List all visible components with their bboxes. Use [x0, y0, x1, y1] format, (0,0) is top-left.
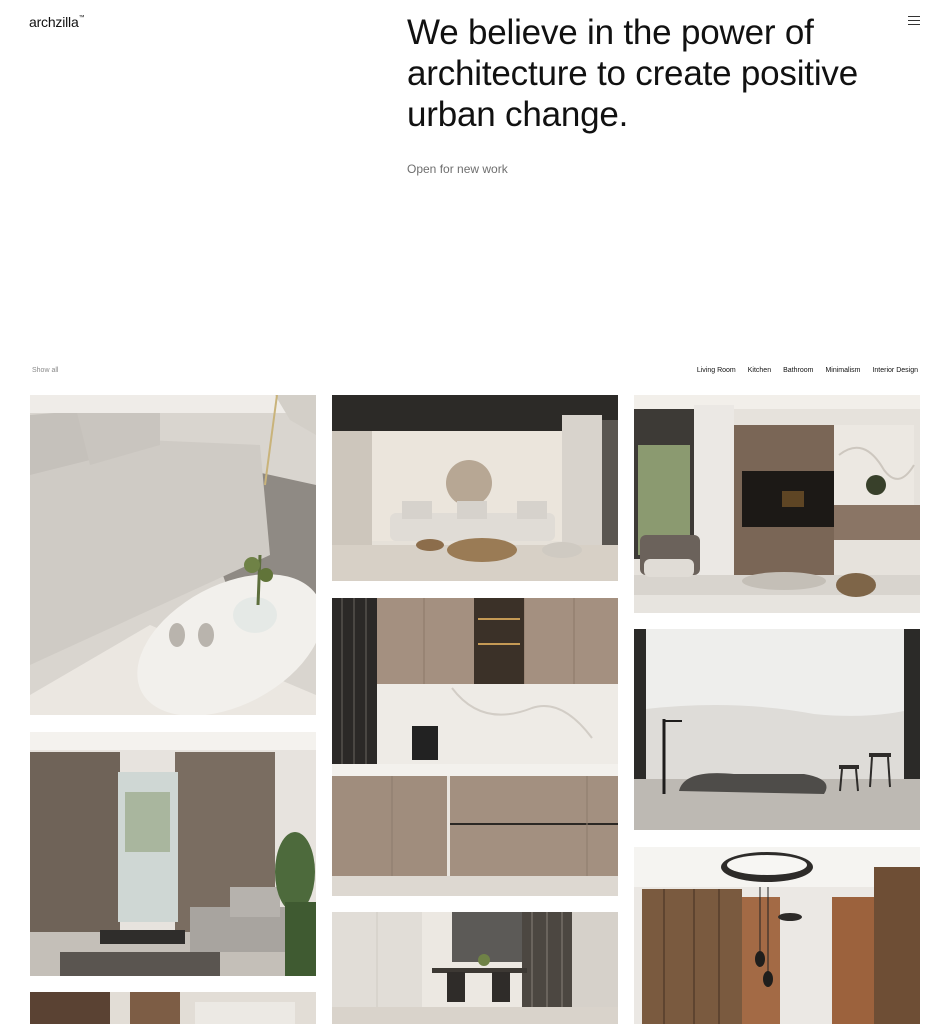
- ceiling-light-illustration: [634, 847, 920, 1024]
- lounge-illustration: [332, 395, 618, 581]
- bathroom-illustration: [634, 629, 920, 830]
- show-all-filter[interactable]: Show all: [32, 367, 59, 374]
- living-room-illustration: [30, 732, 316, 976]
- menu-line: [908, 24, 920, 25]
- filter-living-room[interactable]: Living Room: [696, 367, 736, 374]
- logo[interactable]: [29, 14, 84, 30]
- filter-minimalism[interactable]: Minimalism: [825, 367, 861, 374]
- menu-line: [908, 20, 920, 21]
- project-image-wood-interior[interactable]: [30, 992, 316, 1024]
- project-image-kitchen[interactable]: [332, 598, 618, 896]
- category-filters: [697, 367, 918, 374]
- menu-line: [908, 16, 920, 17]
- project-image-dining[interactable]: [332, 912, 618, 1024]
- hero-headline: We believe in the power of architecture to create positive urban change.: [407, 13, 858, 134]
- hamburger-icon[interactable]: [908, 16, 920, 26]
- filter-interior-design[interactable]: Interior Design: [872, 367, 918, 374]
- project-image-lounge-round-mirror[interactable]: [332, 395, 618, 581]
- filter-kitchen[interactable]: Kitchen: [747, 367, 772, 374]
- tv-partition-illustration: [634, 395, 920, 613]
- sofa-illustration: [30, 395, 316, 715]
- project-image-ceiling-light[interactable]: [634, 847, 920, 1024]
- dining-illustration: [332, 912, 618, 1024]
- project-image-living-room-curtains[interactable]: [30, 732, 316, 976]
- wood-interior-illustration: [30, 992, 316, 1024]
- project-image-living-room-sofa[interactable]: [30, 395, 316, 715]
- project-image-bathroom-sea-view[interactable]: [634, 629, 920, 830]
- status-text[interactable]: Open for new work: [407, 162, 508, 176]
- filter-bathroom[interactable]: Bathroom: [783, 367, 814, 374]
- project-image-tv-partition[interactable]: [634, 395, 920, 613]
- logo-text: archzilla: [29, 14, 79, 30]
- kitchen-illustration: [332, 598, 618, 896]
- trademark-symbol: ™: [78, 15, 85, 21]
